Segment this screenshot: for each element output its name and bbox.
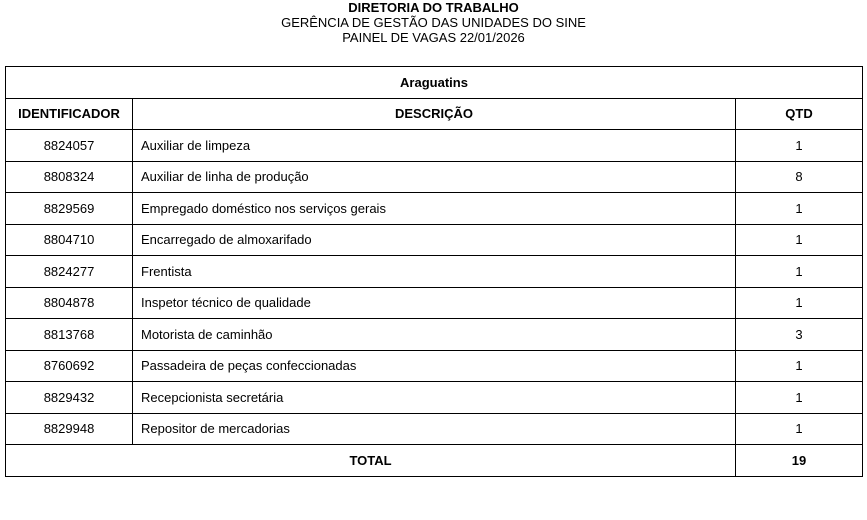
row-description: Empregado doméstico nos serviços gerais: [133, 193, 736, 225]
header-panel-date: PAINEL DE VAGAS 22/01/2026: [342, 30, 525, 45]
row-quantity: 1: [736, 193, 863, 225]
row-identifier: 8824277: [6, 256, 133, 288]
table-row: [6, 256, 863, 288]
row-identifier: 8808324: [6, 161, 133, 193]
row-description: Inspetor técnico de qualidade: [133, 287, 736, 319]
total-row: [6, 445, 863, 477]
table-row: [6, 382, 863, 414]
row-quantity: 1: [736, 287, 863, 319]
row-quantity: 8: [736, 161, 863, 193]
header-directorate: DIRETORIA DO TRABALHO: [348, 0, 519, 15]
city-name: Araguatins: [6, 67, 863, 99]
row-description: Repositor de mercadorias: [133, 413, 736, 445]
column-header-id: IDENTIFICADOR: [6, 98, 133, 130]
row-identifier: 8829569: [6, 193, 133, 225]
total-label: TOTAL: [6, 445, 736, 477]
total-value: 19: [736, 445, 863, 477]
row-description: Motorista de caminhão: [133, 319, 736, 351]
row-quantity: 1: [736, 224, 863, 256]
document-header: [0, 0, 867, 45]
row-description: Auxiliar de linha de produção: [133, 161, 736, 193]
row-quantity: 1: [736, 350, 863, 382]
column-header-row: [6, 98, 863, 130]
header-management: GERÊNCIA DE GESTÃO DAS UNIDADES DO SINE: [281, 15, 586, 30]
row-identifier: 8804878: [6, 287, 133, 319]
table-row: [6, 287, 863, 319]
row-description: Auxiliar de limpeza: [133, 130, 736, 162]
column-header-description: DESCRIÇÃO: [133, 98, 736, 130]
row-description: Encarregado de almoxarifado: [133, 224, 736, 256]
table-row: [6, 193, 863, 225]
row-identifier: 8760692: [6, 350, 133, 382]
row-quantity: 1: [736, 413, 863, 445]
column-header-qtd: QTD: [736, 98, 863, 130]
row-quantity: 3: [736, 319, 863, 351]
table-row: [6, 319, 863, 351]
row-description: Frentista: [133, 256, 736, 288]
table-row: [6, 413, 863, 445]
row-description: Passadeira de peças confeccionadas: [133, 350, 736, 382]
table-row: [6, 224, 863, 256]
row-identifier: 8829948: [6, 413, 133, 445]
row-quantity: 1: [736, 256, 863, 288]
row-quantity: 1: [736, 382, 863, 414]
row-identifier: 8804710: [6, 224, 133, 256]
row-identifier: 8813768: [6, 319, 133, 351]
row-identifier: 8824057: [6, 130, 133, 162]
row-description: Recepcionista secretária: [133, 382, 736, 414]
city-header-row: [6, 67, 863, 99]
table-row: [6, 130, 863, 162]
row-identifier: 8829432: [6, 382, 133, 414]
vacancies-table: [5, 66, 863, 477]
table-row: [6, 161, 863, 193]
row-quantity: 1: [736, 130, 863, 162]
table-row: [6, 350, 863, 382]
